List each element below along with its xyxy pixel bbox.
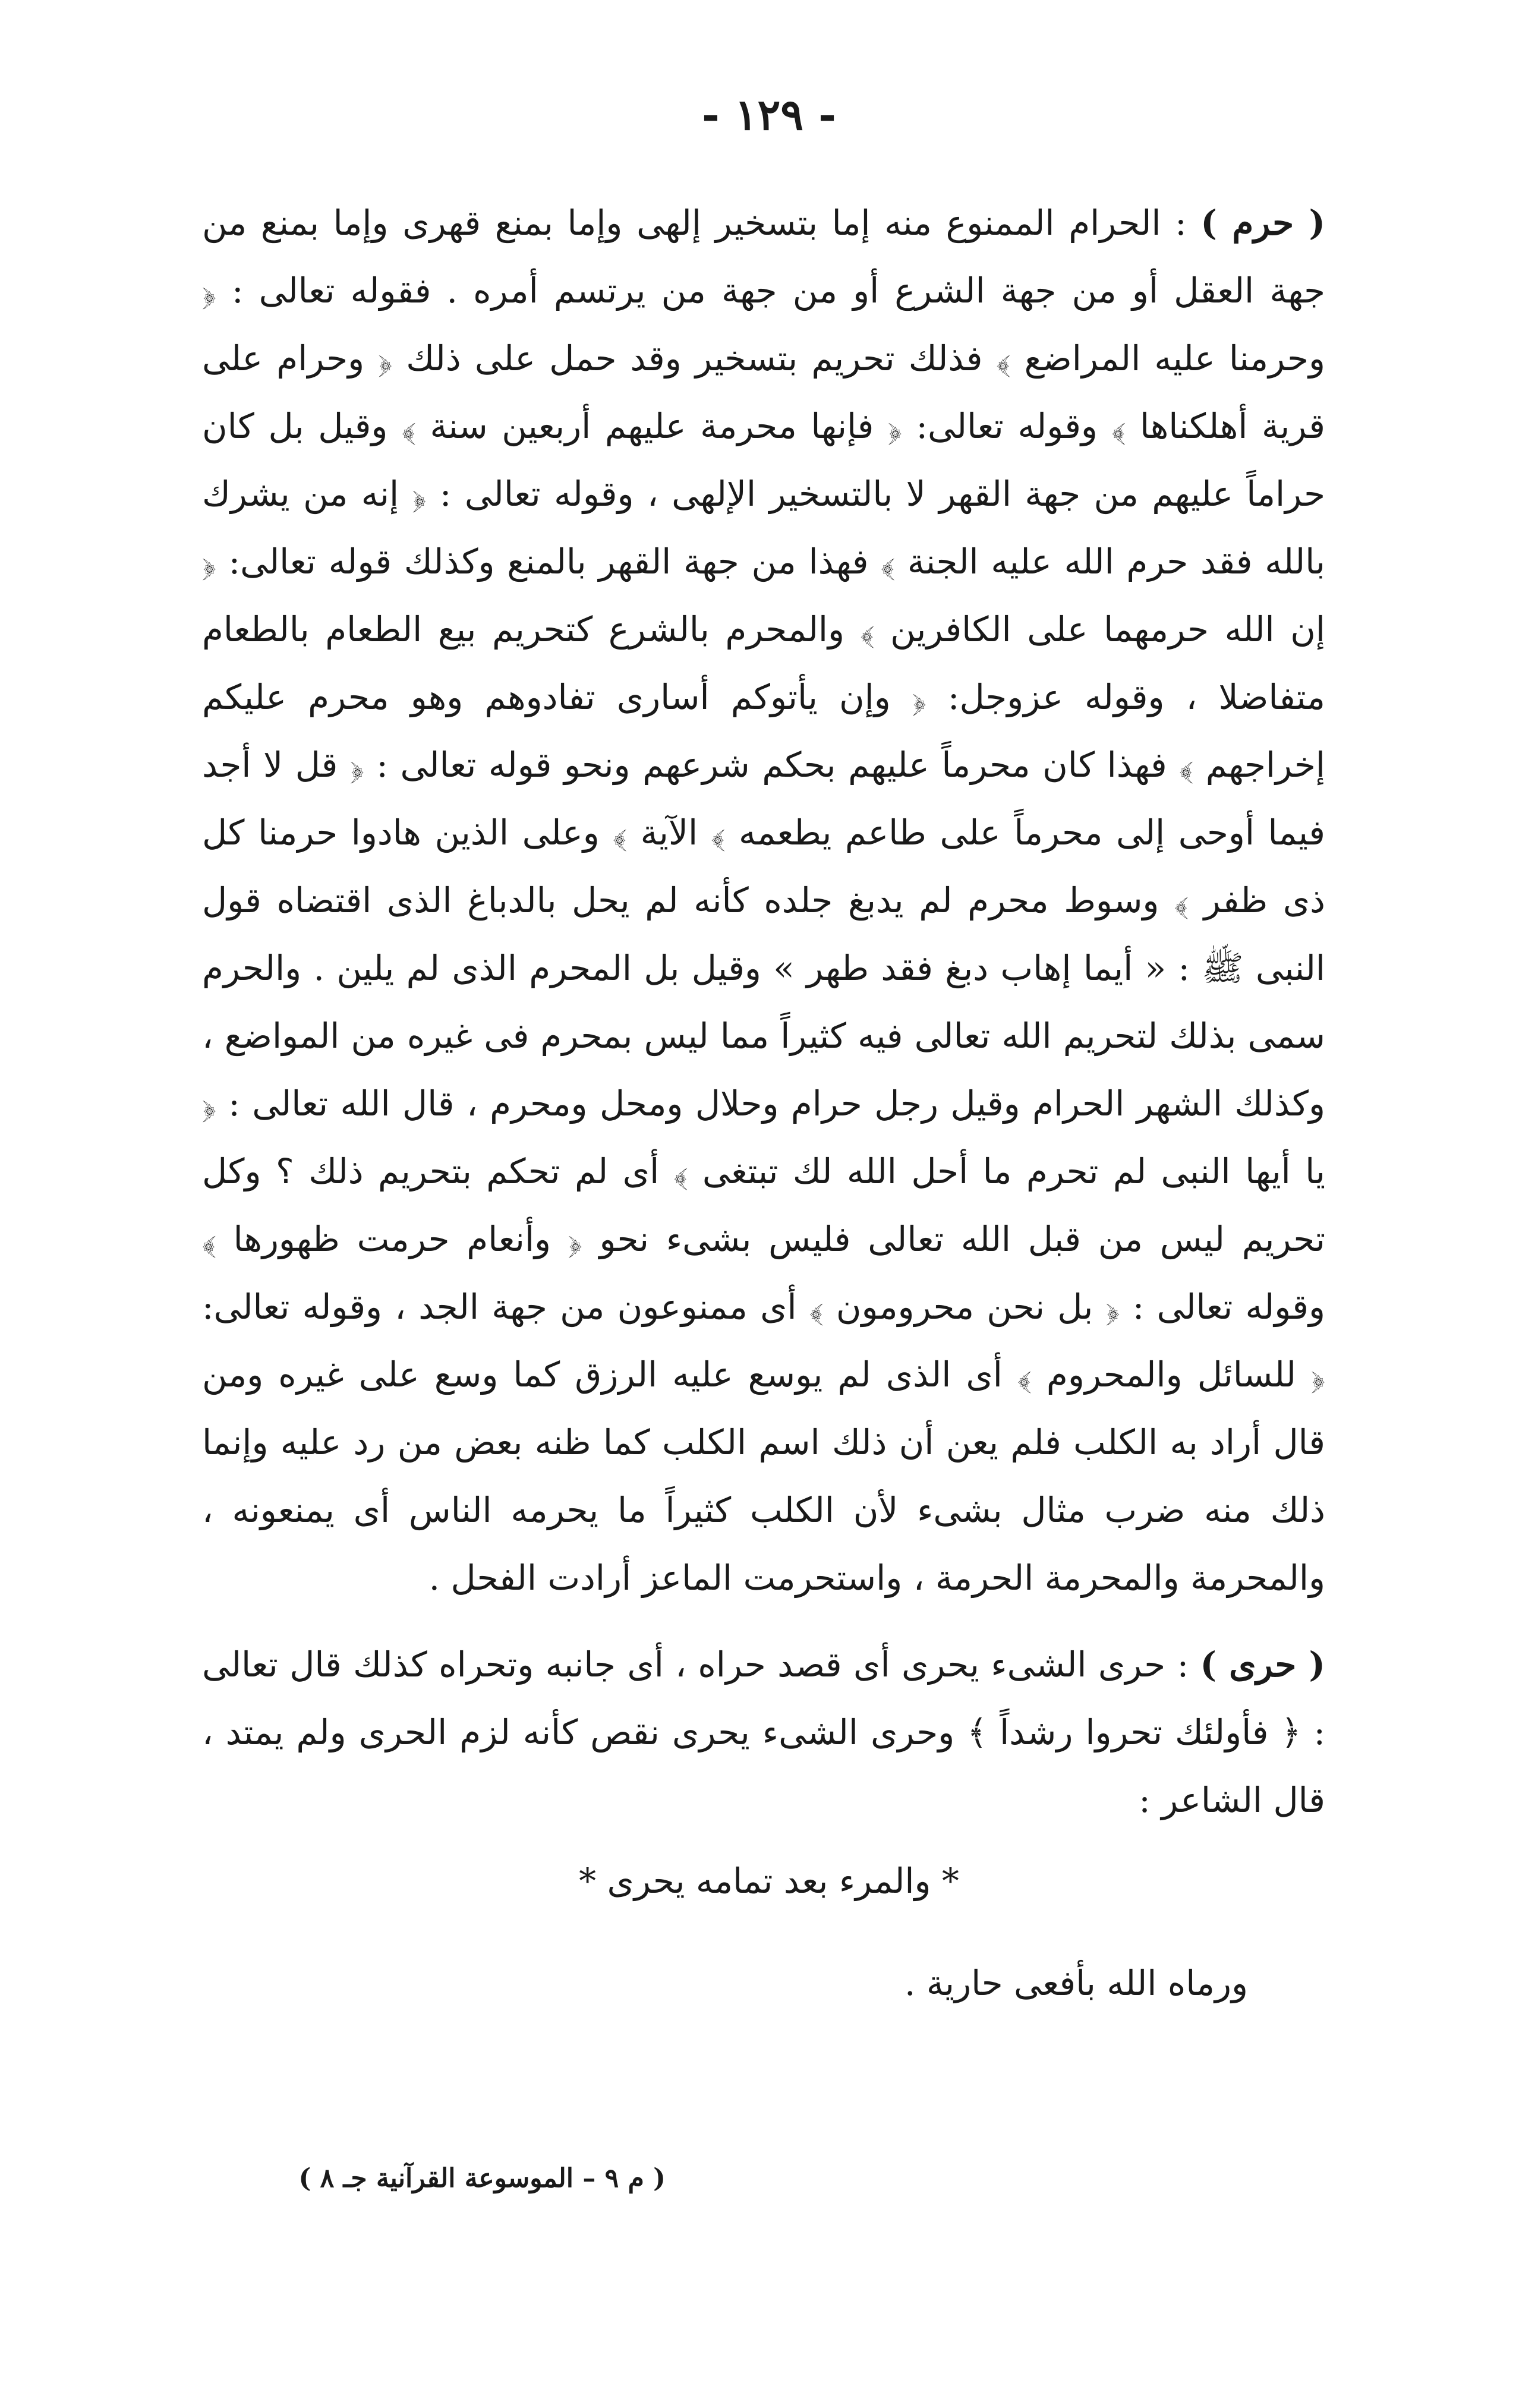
entry-paragraph xyxy=(202,1631,1325,1834)
entry-text: : حرى الشىء يحرى أى قصد حراه ، أى جانبه وتحراه كذلك قال تعالى : ﴿ فأولئك تحروا رشداً ﴾ وحرى الشىء يحرى نقص كأنه لزم الحرى ولم يمتد ، قال الشاعر : xyxy=(202,1644,1325,1820)
page-footer: ( م ٩ – الموسوعة القرآنية جـ ٨ ) xyxy=(298,2163,666,2193)
entry-hara xyxy=(202,1631,1325,1834)
entry-haram xyxy=(202,189,1325,1612)
page-number: - ١٢٩ - xyxy=(702,89,836,140)
poem-verse-line-1: * والمرء بعد تمامه يحرى * xyxy=(579,1861,959,1901)
poem-verse-line-2: ورماه الله بأفعى حارية . xyxy=(904,1963,1248,2003)
entry-text: : الحرام الممنوع منه إما بتسخير إلهى وإما بمنع قهرى وإما بمنع من جهة العقل أو من جهة الشرع أو من جهة من يرتسم أمره . فقوله تعالى : ﴿ وحرمنا عليه المراضع ﴾ فذلك تحريم بتسخير وقد حمل على ذلك ﴿ وحرام على قرية أهلكناها ﴾ وقوله تعالى: ﴿ فإنها محرمة عليهم أربعين سنة ﴾ وقيل بل كان حراماً عليهم من جهة القهر لا بالتسخير الإلهى ، وقوله تعالى : ﴿ إنه من يشرك بالله فقد حرم الله عليه الجنة ﴾ فهذا من جهة القهر بالمنع وكذلك قوله تعالى: ﴿ إن الله حرمهما على الكافرين ﴾ والمحرم بالشرع كتحريم بيع الطعام بالطعام متفاضلا ، وقوله عزوجل: ﴿ وإن يأتوكم أسارى تفادوهم وهو محرم عليكم إخراجهم ﴾ فهذا كان محرماً عليهم بحكم شرعهم ونحو قوله تعالى : ﴿ قل لا أجد فيما أوحى إلى محرماً على طاعم يطعمه ﴾ الآية ﴾ وعلى الذين هادوا حرمنا كل ذى ظفر ﴾ وسوط محرم لم يدبغ جلده كأنه لم يحل بالدباغ الذى اقتضاه قول النبى ﷺ : « أيما إهاب دبغ فقد طهر » وقيل بل المحرم الذى لم يلين . والحرم سمى بذلك لتحريم الله تعالى فيه كثيراً مما ليس بمحرم فى غيره من المواضع ، وكذلك الشهر الحرام وقيل رجل حرام وحلال ومحل ومحرم ، قال الله تعالى : ﴿ يا أيها النبى لم تحرم ما أحل الله لك تبتغى ﴾ أى لم تحكم بتحريم ذلك ؟ وكل تحريم ليس من قبل الله تعالى فليس بشىء نحو ﴿ وأنعام حرمت ظهورها ﴾ وقوله تعالى : ﴿ بل نحن محرومون ﴾ أى ممنوعون من جهة الجد ، وقوله تعالى: ﴿ للسائل والمحروم ﴾ أى الذى لم يوسع عليه الرزق كما وسع على غيره ومن قال أراد به الكلب فلم يعن أن ذلك اسم الكلب كما ظنه بعض من رد عليه وإنما ذلك منه ضرب مثال بشىء لأن الكلب كثيراً ما يحرمه الناس أى يمنعونه ، والمحرمة والمحرمة الحرمة ، واستحرمت الماعز أرادت الفحل . xyxy=(202,203,1326,1598)
entry-headword: ( حرى ) xyxy=(1200,1644,1325,1685)
entry-headword: ( حرم ) xyxy=(1200,203,1325,243)
entry-paragraph xyxy=(202,189,1325,1612)
